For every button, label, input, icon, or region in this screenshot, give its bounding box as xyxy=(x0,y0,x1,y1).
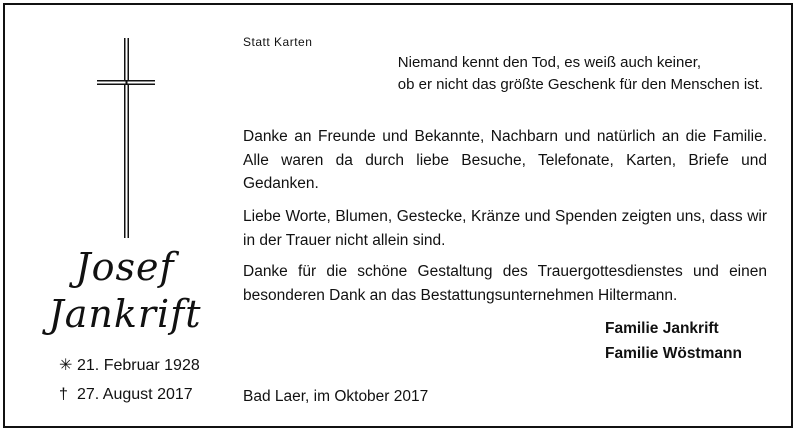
quote-line-1: Niemand kennt den Tod, es weiß auch keiner, xyxy=(397,54,702,71)
birth-date-line xyxy=(59,355,200,375)
paragraph-thanks: Danke an Freunde und Bekannte, Nachbarn und natürlich an die Familie. Alle waren da durch liebe Besuche, Telefonate, Karten, Briefe und Gedanken. xyxy=(243,128,767,192)
death-cross-icon: † xyxy=(59,386,68,403)
death-date-line xyxy=(59,386,193,404)
paragraph-words: Liebe Worte, Blumen, Gestecke, Kränze und Spenden zeigten uns, dass wir in der Trauer nicht allein sind. xyxy=(243,208,767,249)
birth-date: 21. Februar 1928 xyxy=(77,357,200,374)
birth-star-icon: ✳ xyxy=(59,357,73,374)
quote-line-2: ob er nicht das größte Geschenk für den Menschen ist. xyxy=(397,76,763,93)
signature-family-2: Familie Wöstmann xyxy=(605,345,742,362)
death-date: 27. August 2017 xyxy=(77,386,193,403)
place-date: Bad Laer, im Oktober 2017 xyxy=(243,388,429,405)
signature-family-1: Familie Jankrift xyxy=(605,320,719,337)
statt-karten-label: Statt Karten xyxy=(243,35,313,49)
quote xyxy=(398,52,763,96)
last-name: Jankrift xyxy=(48,292,202,336)
paragraph-service: Danke für die schöne Gestaltung des Trauergottesdienstes und einen besonderen Dank an das Bestattungsunternehmen Hiltermann. xyxy=(243,263,767,304)
obituary-card xyxy=(3,3,793,428)
cross-icon xyxy=(97,38,155,238)
first-name: Josef xyxy=(75,245,175,289)
